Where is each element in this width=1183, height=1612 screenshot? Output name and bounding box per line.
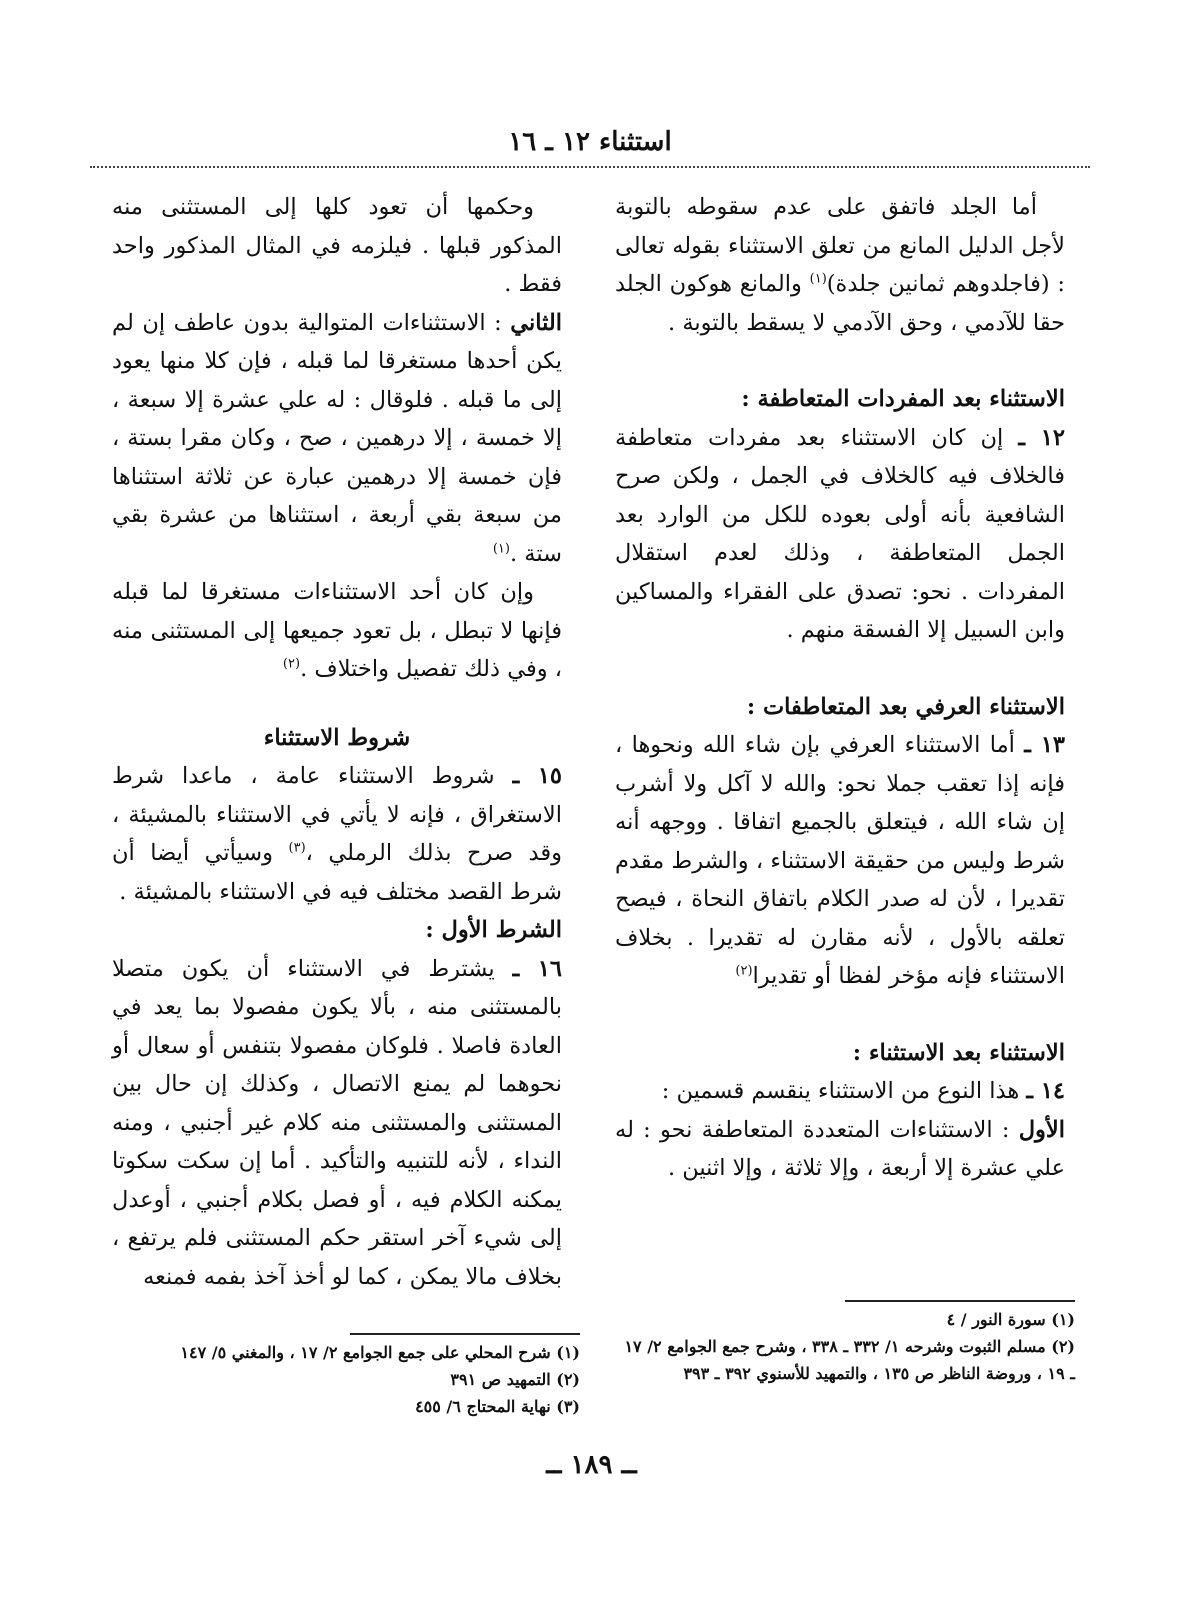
section-heading: الاستثناء العرفي بعد المتعاطفات : (746, 693, 1065, 720)
section-heading: الاستثناء بعد المفردات المتعاطفة : (741, 386, 1065, 412)
right-column (615, 188, 1065, 1188)
paragraph: ١٤ ـ هذا النوع من الاستثناء ينقسم قسمين : (661, 1078, 1065, 1104)
section-heading: الشرط الأول : (425, 917, 562, 943)
footnotes-left (160, 1333, 580, 1420)
footnote: (٢) التمهيد ص ٣٩١ (450, 1370, 580, 1389)
paragraph: وإن كان أحد الاستثناءات مستغرقا لما قبله فإنها لا تبطل ، بل تعود جميعها إلى المستثنى منه ، وفي ذلك تفصيل واختلاف .$^{(٢)}$ (112, 579, 562, 682)
footnote: (٢) مسلم الثبوت وشرحه ١/ ٣٣٢ ـ ٣٣٨ ، وشرح جمع الجوامع ٢/ ١٧ ـ ١٩ ، وروضة الناظر ص ١٣٥ ، والتمهيد للأسنوي ٣٩٢ ـ ٣٩٣ (624, 1337, 1075, 1383)
paragraph: أما الجلد فاتفق على عدم سقوطه بالتوبة لأجل الدليل المانع من تعلق الاستثناء بقوله تعالى : (فاجلدوهم ثمانين جلدة)$^{(١)}$ والمانع هوكون الجلد حقا للآدمي ، وحق الآدمي لا يسقط بالتوبة . (615, 194, 1065, 336)
section-heading: شروط الاستثناء (263, 724, 411, 751)
footnote-ref: (٣) (288, 840, 306, 856)
paragraph: وحكمها أن تعود كلها إلى المستثنى منه المذكور قبلها . فيلزمه في المثال المذكور واحد فقط . (112, 194, 562, 297)
footnotes-right (615, 1300, 1075, 1387)
paragraph: ١٥ ـ شروط الاستثناء عامة ، ماعدا شرط الاستغراق ، فإنه لا يأتي في الاستثناء بالمشيئة ، وقد صرح بذلك الرملي ،$^{(٣)}$ وسيأتي أيضا أن شرط القصد مختلف فيه في الاستثناء بالمشيئة . (112, 763, 562, 905)
footnote-rule (350, 1333, 580, 1335)
footnote-rule (845, 1300, 1075, 1302)
left-column (112, 188, 562, 1296)
header-title: استثناء ١٢ ـ ١٦ (508, 127, 672, 157)
footnote: (١) شرح المحلي على جمع الجوامع ٢/ ١٧ ، والمغني ٥/ ١٤٧ (180, 1343, 580, 1362)
footnote-ref: (١) (492, 541, 510, 556)
paragraph: ١٦ ـ يشترط في الاستثناء أن يكون متصلا بالمستثنى منه ، بألا يكون مفصولا بما يعد في العادة فاصلا . فلوكان مفصولا بتنفس أو سعال أو نحوهما لم يمنع الاتصال ، وكذلك إن حال بين المستثنى والمستثنى منه كلام غير أجنبي ، ومنه النداء ، لأنه للتنبيه والتأكيد . أما إن سكت سكوتا يمكنه الكلام فيه ، أو فصل بكلام أجنبي ، أوعدل إلى شيء آخر استقر حكم المستثنى فلم يرتفع ، بخلاف مالا يمكن ، كما لو أخذ آخذ بفمه فمنعه (112, 955, 562, 1290)
footnote-ref: (٢) (282, 656, 301, 672)
section-heading: الاستثناء بعد الاستثناء : (852, 1039, 1065, 1066)
header-dotted-rule (90, 166, 1090, 168)
footnote: (٣) نهاية المحتاج ٦/ ٤٥٥ (415, 1397, 580, 1416)
footnote-ref: (١) (809, 271, 827, 287)
running-header (90, 118, 1090, 168)
paragraph: الأول : الاستثناءات المتعددة المتعاطفة نحو : له علي عشرة إلا أربعة ، وإلا ثلاثة ، وإلا اثنين . (615, 1116, 1065, 1181)
page-number: ــ ١٨٩ ــ (546, 1450, 637, 1480)
paragraph: ١٢ ـ إن كان الاستثناء بعد مفردات متعاطفة فالخلاف فيه كالخلاف في الجمل ، ولكن صرح الشافعية بأنه أولى بعوده للكل من الوارد بعد الجمل المتعاطفة ، وذلك لعدم استقلال المفردات . نحو: تصدق على الفقراء والمساكين وابن السبيل إلا الفسقة منهم . (615, 424, 1065, 643)
paragraph: ١٣ ـ أما الاستثناء العرفي بإن شاء الله ونحوها ، فإنه إذا تعقب جملا نحو: والله لا آكل ولا أشرب إن شاء الله ، فيتعلق بالجميع اتفاقا . ووجهه أنه شرط وليس من حقيقة الاستثناء ، والشرط مقدم تقديرا ، لأن له صدر الكلام باتفاق النحاة ، فيصح تعلقه بالأول ، لأنه مقارن له تقديرا . بخلاف الاستثناء فإنه مؤخر لفظا أو تقديرا$^{(٢)}$ (615, 732, 1065, 989)
paragraph: الثاني : الاستثناءات المتوالية بدون عاطف إن لم يكن أحدها مستغرقا لما قبله ، فإن كلا منها يعود إلى ما قبله . فلوقال : له علي عشرة إلا سبعة ، إلا خمسة ، إلا درهمين ، صح ، وكان مقرا بستة ، فإن خمسة إلا درهمين عبارة عن ثلاثة استثناها من سبعة بقي أربعة ، استثناها من عشرة بقي ستة .$^{(١)}$ (112, 309, 562, 567)
footnote: (١) سورة النور / ٤ (946, 1310, 1075, 1329)
footnote-ref: (٢) (735, 963, 753, 979)
